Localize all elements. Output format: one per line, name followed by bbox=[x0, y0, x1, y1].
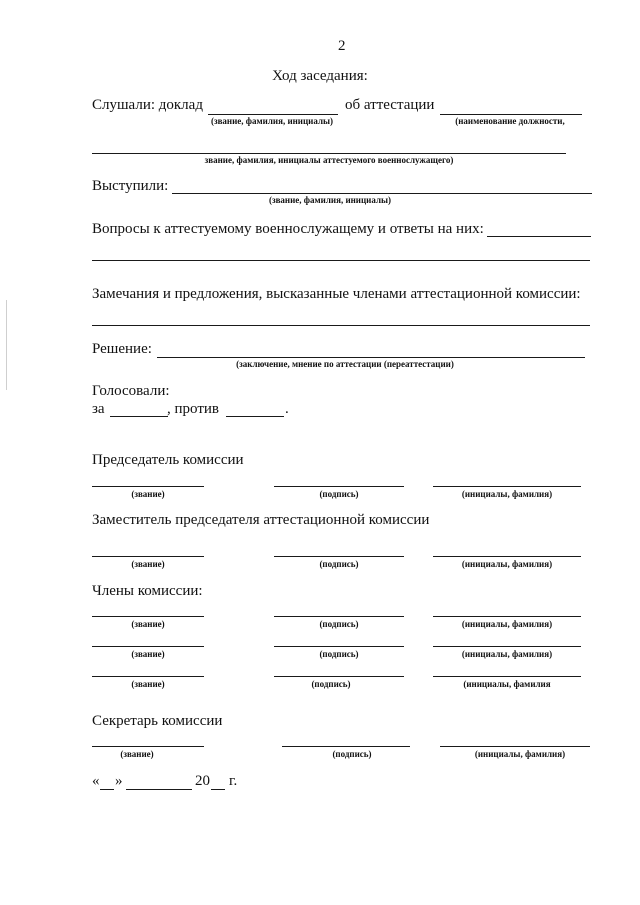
signature-caption: (подпись) bbox=[319, 489, 359, 499]
position-caption: (наименование должности, bbox=[455, 116, 565, 126]
scan-edge-line bbox=[6, 300, 7, 390]
deputy-rank-field[interactable] bbox=[92, 556, 204, 557]
page-title: Ход заседания: bbox=[272, 68, 368, 84]
reporter-field[interactable] bbox=[208, 114, 338, 115]
vote-for-label: за bbox=[92, 401, 105, 417]
initials-caption: (инициалы, фамилия) bbox=[461, 489, 553, 499]
remarks-field[interactable] bbox=[92, 325, 590, 326]
vote-end: . bbox=[285, 401, 289, 417]
secretary-initials-field[interactable] bbox=[440, 746, 590, 747]
rank-caption: (звание) bbox=[120, 749, 154, 759]
deputy-signature-field[interactable] bbox=[274, 556, 404, 557]
subject-caption: звание, фамилия, инициалы аттестуемого военнослужащего) bbox=[204, 155, 454, 165]
attestation-about-label: об аттестации bbox=[345, 97, 435, 113]
signature-caption: (подпись) bbox=[311, 679, 351, 689]
subject-field[interactable] bbox=[92, 153, 566, 154]
rank-caption: (звание) bbox=[131, 619, 165, 629]
member-2-signature-field[interactable] bbox=[274, 646, 404, 647]
chairman-rank-field[interactable] bbox=[92, 486, 204, 487]
member-2-rank-field[interactable] bbox=[92, 646, 204, 647]
decision-caption: (заключение, мнение по аттестации (переаттестации) bbox=[236, 359, 454, 369]
date-quote-close: » bbox=[115, 773, 123, 789]
initials-caption: (инициалы, фамилия) bbox=[461, 619, 553, 629]
questions-label: Вопросы к аттестуемому военнослужащему и ответы на них: bbox=[92, 221, 484, 237]
rank-caption: (звание) bbox=[131, 489, 165, 499]
speakers-field[interactable] bbox=[172, 193, 592, 194]
member-1-rank-field[interactable] bbox=[92, 616, 204, 617]
initials-caption: (инициалы, фамилия) bbox=[461, 559, 553, 569]
questions-field-1[interactable] bbox=[487, 236, 591, 237]
signature-caption: (подпись) bbox=[332, 749, 372, 759]
rank-caption: (звание) bbox=[131, 679, 165, 689]
rank-caption: (звание) bbox=[131, 649, 165, 659]
decision-label: Решение: bbox=[92, 341, 152, 357]
page-number: 2 bbox=[338, 38, 346, 54]
date-quote-open: « bbox=[92, 773, 100, 789]
speakers-caption: (звание, фамилия, инициалы) bbox=[268, 195, 392, 205]
date-year-field[interactable] bbox=[211, 789, 225, 790]
member-3-initials-field[interactable] bbox=[433, 676, 581, 677]
date-day-field[interactable] bbox=[100, 789, 114, 790]
vote-for-field[interactable] bbox=[110, 416, 168, 417]
vote-against-label: , против bbox=[167, 401, 219, 417]
remarks-label: Замечания и предложения, высказанные членами аттестационной комиссии: bbox=[92, 286, 581, 302]
chairman-initials-field[interactable] bbox=[433, 486, 581, 487]
initials-caption: (инициалы, фамилия) bbox=[474, 749, 566, 759]
date-month-field[interactable] bbox=[126, 789, 192, 790]
initials-caption: (инициалы, фамилия bbox=[463, 679, 551, 689]
deputy-initials-field[interactable] bbox=[433, 556, 581, 557]
signature-caption: (подпись) bbox=[319, 649, 359, 659]
member-1-initials-field[interactable] bbox=[433, 616, 581, 617]
speakers-label: Выступили: bbox=[92, 178, 169, 194]
questions-field-2[interactable] bbox=[92, 260, 590, 261]
position-field[interactable] bbox=[440, 114, 582, 115]
vote-label: Голосовали: bbox=[92, 383, 170, 399]
vote-against-field[interactable] bbox=[226, 416, 284, 417]
secretary-label: Секретарь комиссии bbox=[92, 713, 223, 729]
initials-caption: (инициалы, фамилия) bbox=[461, 649, 553, 659]
chairman-label: Председатель комиссии bbox=[92, 452, 244, 468]
member-2-initials-field[interactable] bbox=[433, 646, 581, 647]
member-3-rank-field[interactable] bbox=[92, 676, 204, 677]
heard-label: Слушали: доклад bbox=[92, 97, 203, 113]
member-3-signature-field[interactable] bbox=[274, 676, 404, 677]
member-1-signature-field[interactable] bbox=[274, 616, 404, 617]
signature-caption: (подпись) bbox=[319, 559, 359, 569]
rank-caption: (звание) bbox=[131, 559, 165, 569]
chairman-signature-field[interactable] bbox=[274, 486, 404, 487]
deputy-label: Заместитель председателя аттестационной комиссии bbox=[92, 512, 430, 528]
members-label: Члены комиссии: bbox=[92, 583, 203, 599]
decision-field[interactable] bbox=[157, 357, 585, 358]
date-year-suffix: г. bbox=[229, 773, 238, 789]
secretary-signature-field[interactable] bbox=[282, 746, 410, 747]
signature-caption: (подпись) bbox=[319, 619, 359, 629]
date-year-prefix: 20 bbox=[195, 773, 210, 789]
secretary-rank-field[interactable] bbox=[92, 746, 204, 747]
reporter-caption: (звание, фамилия, инициалы) bbox=[210, 116, 334, 126]
